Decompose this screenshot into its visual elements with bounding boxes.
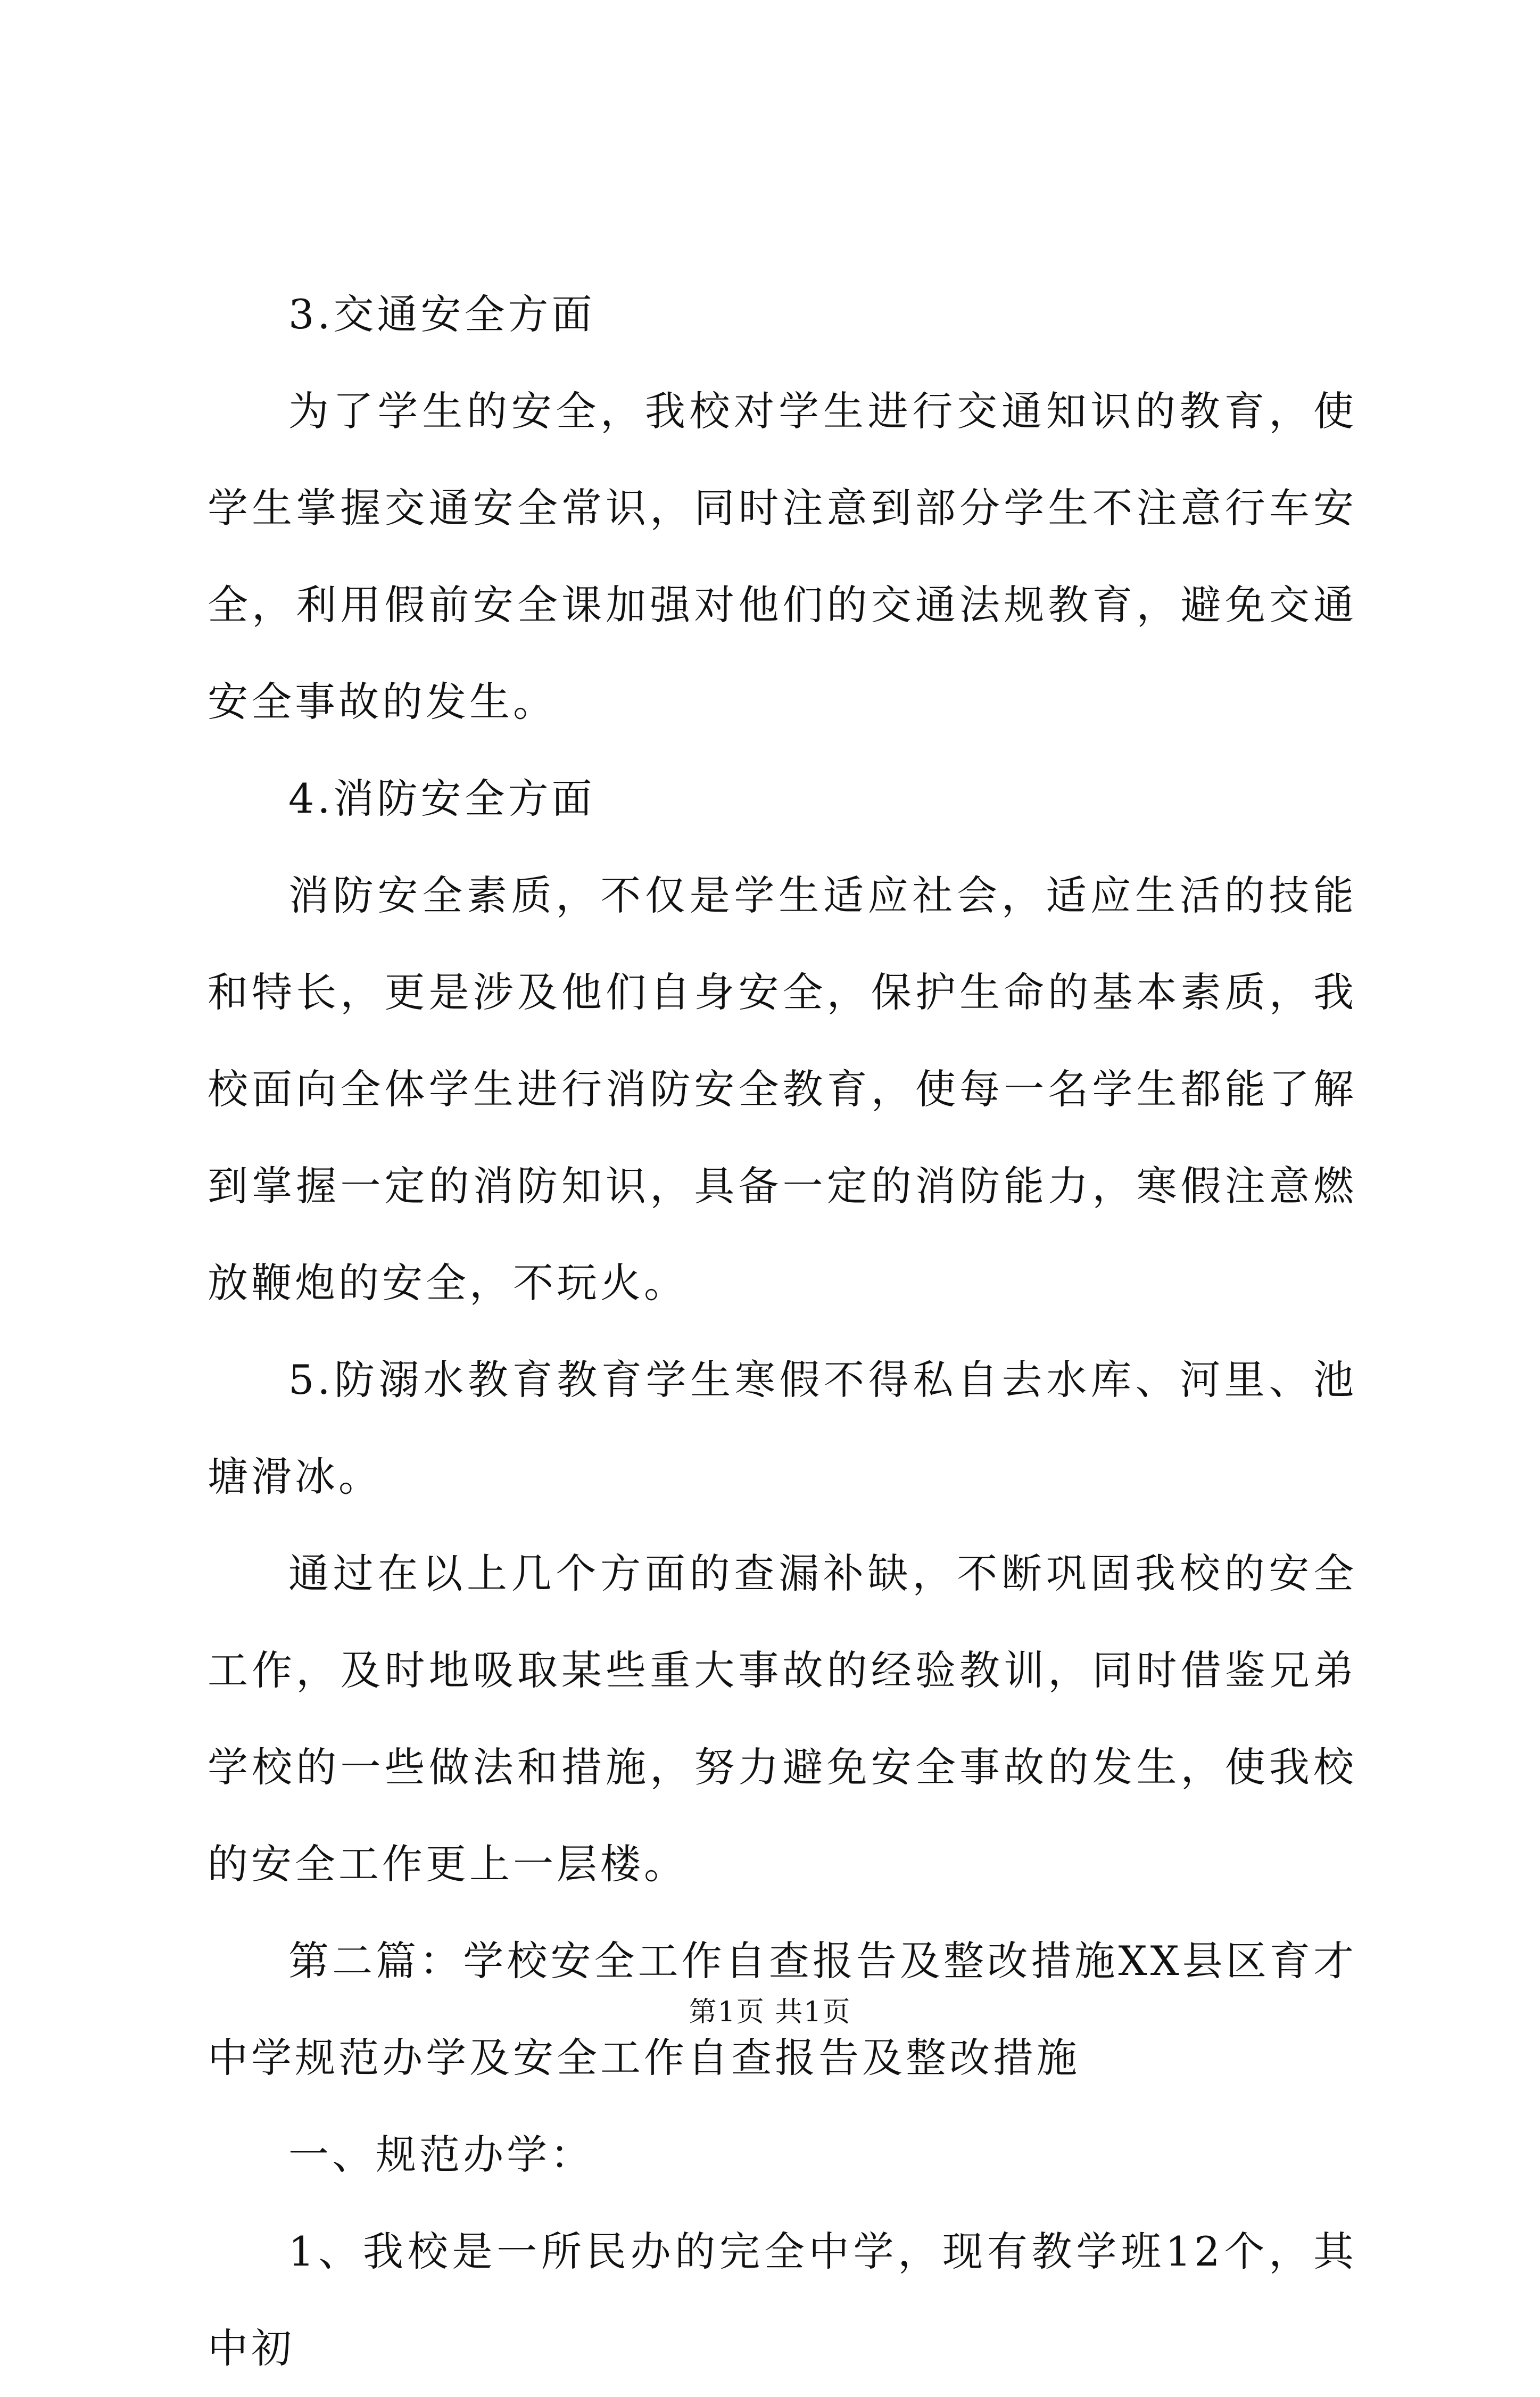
section-heading-traffic-safety: 3.交通安全方面	[288, 291, 595, 338]
paragraph-school-overview: 1、我校是一所民办的完全中学，现有教学班12个，其中初	[208, 2228, 1357, 2372]
section-title-second-article: 第二篇：学校安全工作自查报告及整改措施XX县区育才中学规范办学及安全工作自查报告及整改措施	[208, 1937, 1357, 2081]
paragraph-fire-safety: 消防安全素质，不仅是学生适应社会，适应生活的技能和特长，更是涉及他们自身安全，保护生命的基本素质，我校面向全体学生进行消防安全教育，使每一名学生都能了解到掌握一定的消防知识，具备一定的消防能力，寒假注意燃放鞭炮的安全，不玩火。	[208, 872, 1357, 1307]
document-body	[208, 266, 1357, 2397]
section-heading-fire-safety: 4.消防安全方面	[288, 775, 595, 822]
paragraph-traffic-safety: 为了学生的安全，我校对学生进行交通知识的教育，使学生掌握交通安全常识，同时注意到部分学生不注意行车安全，利用假前安全课加强对他们的交通法规教育，避免交通安全事故的发生。	[208, 387, 1357, 725]
paragraph-summary: 通过在以上几个方面的查漏补缺，不断巩固我校的安全工作，及时地吸取某些重大事故的经验教训，同时借鉴兄弟学校的一些做法和措施，努力避免安全事故的发生，使我校的安全工作更上一层楼。	[208, 1550, 1357, 1888]
section-heading-standardized-schooling: 一、规范办学：	[288, 2131, 594, 2178]
page-footer: 第1页 共1页	[689, 1996, 851, 2028]
paragraph-drowning-prevention: 5.防溺水教育教育学生寒假不得私自去水库、河里、池塘滑冰。	[208, 1356, 1357, 1500]
